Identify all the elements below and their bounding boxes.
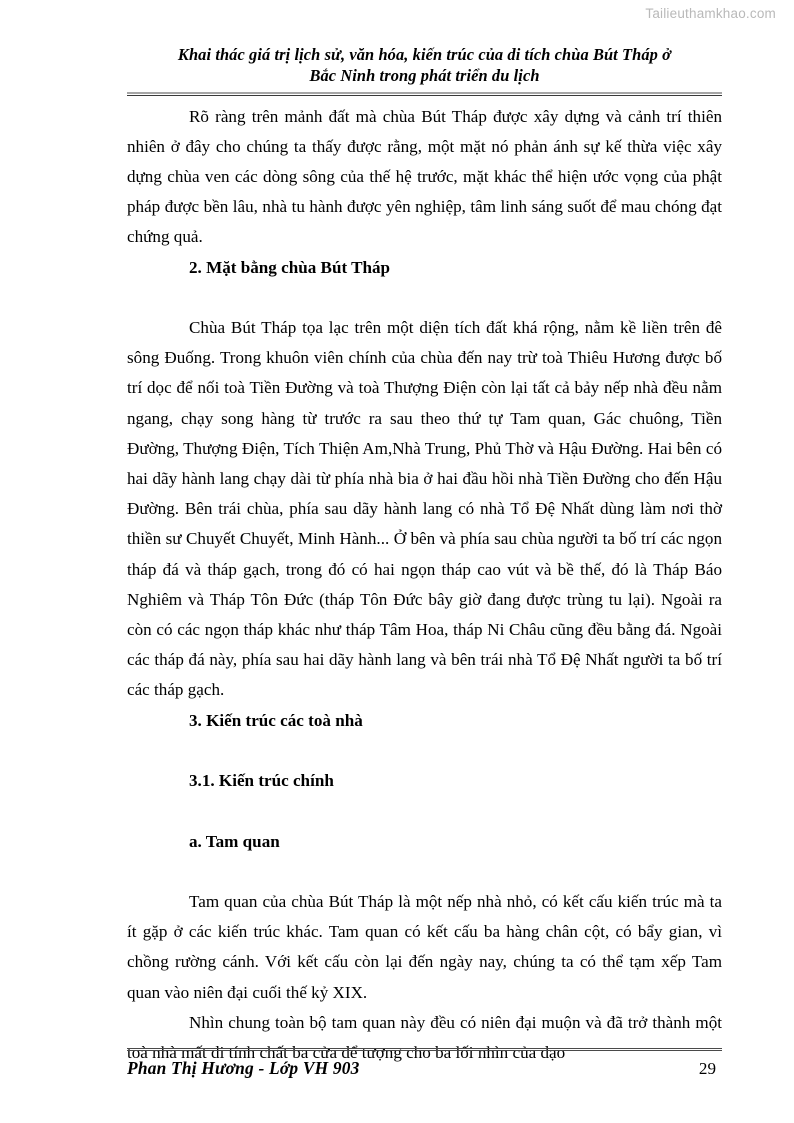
section-heading: 2. Mặt bằng chùa Bút Tháp <box>189 257 391 277</box>
section-heading: 3. Kiến trúc các toà nhà <box>189 710 363 730</box>
footer-page-number: 29 <box>698 1059 716 1078</box>
body-text <box>127 102 722 1069</box>
running-head <box>127 0 722 87</box>
page-content <box>127 0 722 1068</box>
watermark-text: Tailieuthamkhao.com <box>645 6 776 21</box>
header-divider <box>127 92 722 96</box>
running-head-line-2: Bắc Ninh trong phát triển du lịch <box>309 65 540 85</box>
body-paragraph: Rõ ràng trên mảnh đất mà chùa Bút Tháp được xây dựng và cảnh trí thiên nhiên ở đây cho chúng ta thấy được rằng, một mặt nó phản ánh sự kế thừa việc xây dựng chùa ven các dòng sông của thế hệ trước, mặt khác thể hiện ước vọng của phật pháp được bền lâu, nhà tu hành được yên nghiệp, tâm linh sáng suốt để mau chóng đạt chứng quả. <box>127 106 722 247</box>
footer-divider <box>127 1048 722 1051</box>
body-paragraph: Tam quan của chùa Bút Tháp là một nếp nhà nhỏ, có kết cấu kiến trúc mà ta ít gặp ở các kiến trúc khác. Tam quan có kết cấu ba hàng chân cột, có bẩy gian, vì chồng rường cánh. Với kết cấu còn lại đến ngày nay, chúng ta có thể tạm xếp Tam quan vào niên đại cuối thế kỷ XIX. <box>127 891 722 1002</box>
section-heading: 3.1. Kiến trúc chính <box>189 771 334 791</box>
running-head-line-1: Khai thác giá trị lịch sử, văn hóa, kiến trúc của di tích chùa Bút Tháp ở <box>177 45 672 64</box>
footer-row <box>127 1058 722 1079</box>
body-paragraph: Chùa Bút Tháp tọa lạc trên một diện tích đất khá rộng, nằm kề liền trên đê sông Đuống. Trong khuôn viên chính của chùa đến nay trừ toà Thiêu Hương được bố trí dọc để nối toà Tiền Đường và toà Thượng Điện còn lại tất cả bảy nếp nhà đều nằm ngang, chạy song hàng từ trước ra sau theo thứ tự Tam quan, Gác chuông, Tiền Đường, Thượng Điện, Tích Thiện Am,Nhà Trung, Phủ Thờ và Hậu Đường. Hai bên có hai dãy hành lang chạy dài từ phía nhà bia ở hai đầu hồi nhà Tiền Đường cho đến Hậu Đường. Bên trái chùa, phía sau dãy hành lang có nhà Tổ Đệ Nhất dùng làm nơi thờ thiền sư Chuyết Chuyết, Minh Hành... Ở bên và phía sau chùa người ta bố trí các ngọn tháp đá và tháp gạch, trong đó có hai ngọn tháp cao vút và bề thế, đó là Tháp Báo Nghiêm và Tháp Tôn Đức (tháp Tôn Đức bây giờ đang được trùng tu lại). Ngoài ra còn có các ngọn tháp khác như tháp Tâm Hoa, tháp Ni Châu cũng đều bằng đá. Ngoài các tháp đá này, phía sau hai dãy hành lang và bên trái nhà Tổ Đệ Nhất người ta bố trí các tháp gạch. <box>127 318 722 700</box>
section-heading: a. Tam quan <box>189 831 280 851</box>
page-footer <box>127 1048 722 1079</box>
body-paragraph: Nhìn chung toàn bộ tam quan này đều có niên đại muộn và đã trở thành một toà nhà mất đi tính chất ba cửa để tượng cho ba lối nhìn của đạo <box>127 1012 722 1062</box>
footer-author: Phan Thị Hương - Lớp VH 903 <box>127 1058 360 1078</box>
